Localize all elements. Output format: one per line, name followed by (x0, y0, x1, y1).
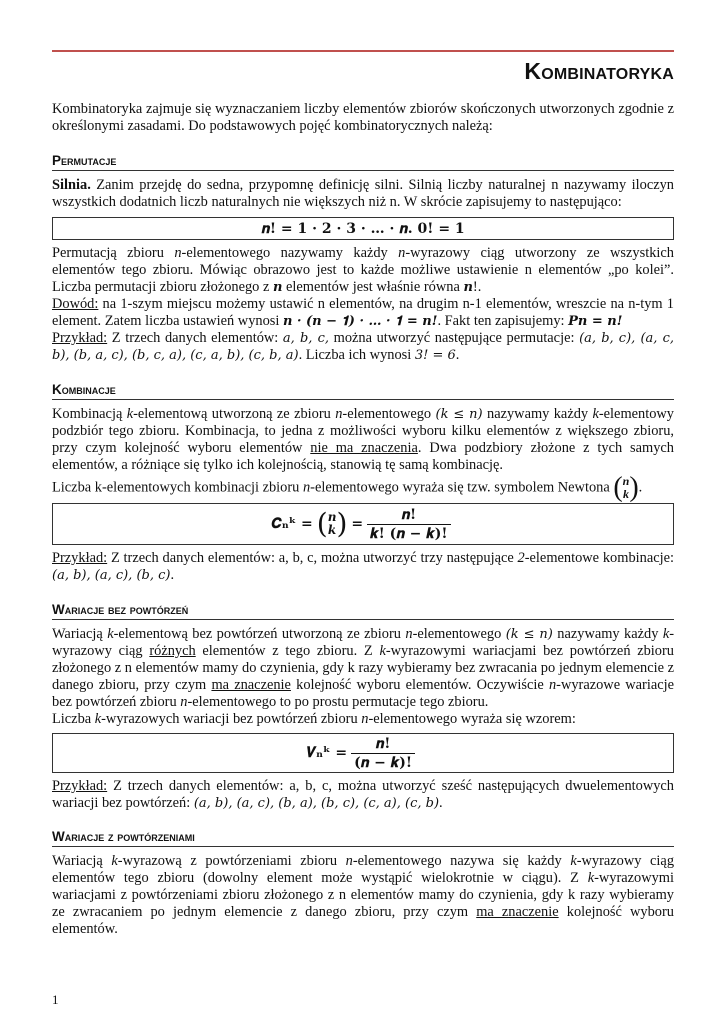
section-heading-permutacje: Permutacje (52, 153, 674, 171)
wariacje-bez-definition: Wariacją k-elementową bez powtórzeń utworzoną ze zbioru n-elementowego (𝑘 ≤ 𝑛) nazywamy każdy k-wyrazowy ciąg różnych elementów z tego zbioru. Z k-wyrazowymi wariacjami bez powtórzeń zbioru złożonego z n elementów mamy do czynienia, gdy k razy wybieramy bez zwracania po jednym elemencie z danego zbioru, przy czym ma znaczenie kolejność wyboru elementów. Oczywiście n-wyrazowe wariacje bez powtórzeń zbioru n-elementowego to po prostu permutacje tego zbioru. Liczba k-wyrazowych wariacji bez powtórzeń zbioru n-elementowego wyraża się wzorem: (52, 626, 675, 727)
formula-box-wariacje-bez (52, 733, 674, 773)
newton-symbol: ( n k ) (613, 472, 639, 503)
section-heading-wariacje-z: Wariacje z powtórzeniami (52, 829, 674, 847)
header-rule (52, 50, 674, 52)
permutacje-definition: Permutacją zbioru n-elementowego nazywamy każdy n-wyrazowy ciąg utworzony ze wszystkich elementów tego zbioru. Mówiąc obrazowo jest to każde możliwe ustawienie n elementów „po kolei”. Liczba permutacji zbioru złożonego z 𝒏 elementów jest właśnie równa 𝒏!. Dowód: na 1-szym miejscu możemy ustawić n elementów, na drugim n-1 elementów, wreszcie na n-tym 1 element. Zatem liczba ustawień wynosi 𝒏 · (𝒏 − 𝟏) · … · 𝟏 = 𝒏!. Fakt ten zapisujemy: 𝑷𝒏 = 𝒏! Przykład: Z trzech danych elementów: 𝑎, 𝑏, 𝑐, można utworzyć następujące permutacje: (𝑎, 𝑏, 𝑐), (𝑎, 𝑐, 𝑏), (𝑏, 𝑎, 𝑐), (𝑏, 𝑐, 𝑎), (𝑐, 𝑎, 𝑏), (𝑐, 𝑏, 𝑎). Liczba ich wynosi 3! = 6. (52, 245, 674, 363)
silnia-text: Zanim przejdę do sedna, przypomnę definicję silni. Silnią liczby naturalnej n nazywamy iloczyn wszystkich dodatnich liczb naturalnych nie większych niż n. W skrócie zapisujemy to następująco: (52, 177, 674, 210)
permutations-list: (𝑎, 𝑏, 𝑐), (𝑎, 𝑐, 𝑏), (𝑏, 𝑎, 𝑐), (𝑏, 𝑐, 𝑎), (𝑐, 𝑎, 𝑏), (𝑐, 𝑏, 𝑎) (52, 331, 674, 363)
wariacje-z-definition: Wariacją k-wyrazową z powtórzeniami zbioru n-elementowego nazywa się każdy k-wyrazowy ciąg elementów tego zbioru (dowolny element może wystąpić wielokrotnie w ciągu). Z k-wyrazowymi wariacjami z powtórzeniami zbioru złożonego z n elementów mamy do czynienia, gdy k razy wybieramy ze zwracaniem po jednym elemencie z danego zbioru, przy czym ma znaczenie kolejność wyboru elementów. (52, 853, 675, 937)
page-number: 1 (52, 992, 59, 1007)
formula-silnia: 𝒏! = 𝟏 · 𝟐 · 𝟑 · … · 𝒏. 𝟎! = 𝟏 (261, 220, 465, 237)
dowod-label: Dowód: (52, 296, 99, 312)
formula-wariacje-fraction: $\frac{\text{𝒏!}}{\text{(𝒏 − 𝒌)!}}$ (351, 736, 415, 771)
page-title: Kombinatoryka (524, 58, 674, 84)
formula-kombinacje-lhs: 𝑪ₙᵏ = (271, 516, 313, 532)
formula-binom: ( n k ) (316, 507, 348, 540)
przyklad-label: Przykład: (52, 330, 108, 346)
formula-box-silnia (52, 217, 674, 240)
dowod-formula-pn: 𝑷𝒏 = 𝒏! (568, 314, 623, 329)
kombinacje-example: Przykład: Z trzech danych elementów: a, b, c, można utworzyć trzy następujące 2-elementowe kombinacje: (𝑎, 𝑏), (𝑎, 𝑐), (𝑏, 𝑐). (52, 550, 674, 583)
wariacje-bez-list: (𝑎, 𝑏), (𝑎, 𝑐), (𝑏, 𝑎), (𝑏, 𝑐), (𝑐, 𝑎), (𝑐, 𝑏) (193, 796, 440, 811)
kombinacje-list: (𝑎, 𝑏), (𝑎, 𝑐), (𝑏, 𝑐) (52, 568, 171, 583)
kombinacje-definition: Kombinacją k-elementową utworzoną ze zbioru n-elementowego (𝑘 ≤ 𝑛) nazywamy każdy k-elementowy podzbiór tego zbioru. Kombinacja, to jedna z możliwości wyboru kilku elementów z większego zbioru, przy czym kolejność wyboru elementów nie ma znaczenia. Dwa podzbiory złożone z tych samych elementów, a różniące się tylko ich kolejnością, stanowią tę samą kombinację. Liczba k-elementowych kombinacji zbioru n-elementowego wyraża się tzw. symbolem Newtona ( n k ) . (52, 406, 674, 503)
silnia-paragraph (52, 177, 674, 211)
section-heading-kombinacje: Kombinacje (52, 382, 674, 400)
intro-paragraph: Kombinatoryka zajmuje się wyznaczaniem liczby elementów zbiorów skończonych utworzonych zgodnie z określonymi zasadami. Do podstawowych pojęć kombinatorycznych należą: (52, 101, 674, 134)
formula-box-kombinacje: 𝑪ₙᵏ = ( n k ) = $\frac{\text{𝒏!}}{\text{𝒌! (𝒏 − 𝒌)!}}$ (52, 503, 674, 545)
dowod-formula: 𝒏 · (𝒏 − 𝟏) · … · 𝟏 = 𝒏! (282, 314, 438, 329)
formula-wariacje-lhs: 𝑽ₙᵏ = (307, 745, 348, 761)
silnia-label: Silnia. (52, 177, 91, 193)
formula-kombinacje-fraction: $\frac{\text{𝒏!}}{\text{𝒌! (𝒏 − 𝒌)!}}$ (367, 507, 450, 542)
section-heading-wariacje-bez: Wariacje bez powtórzeń (52, 602, 674, 620)
wariacje-bez-example: Przykład: Z trzech danych elementów: a, b, c, można utworzyć sześć następujących dwuelementowych wariacji bez powtórzeń: (𝑎, 𝑏), (𝑎, 𝑐), (𝑏, 𝑎), (𝑏, 𝑐), (𝑐, 𝑎), (𝑐, 𝑏). (52, 778, 674, 811)
